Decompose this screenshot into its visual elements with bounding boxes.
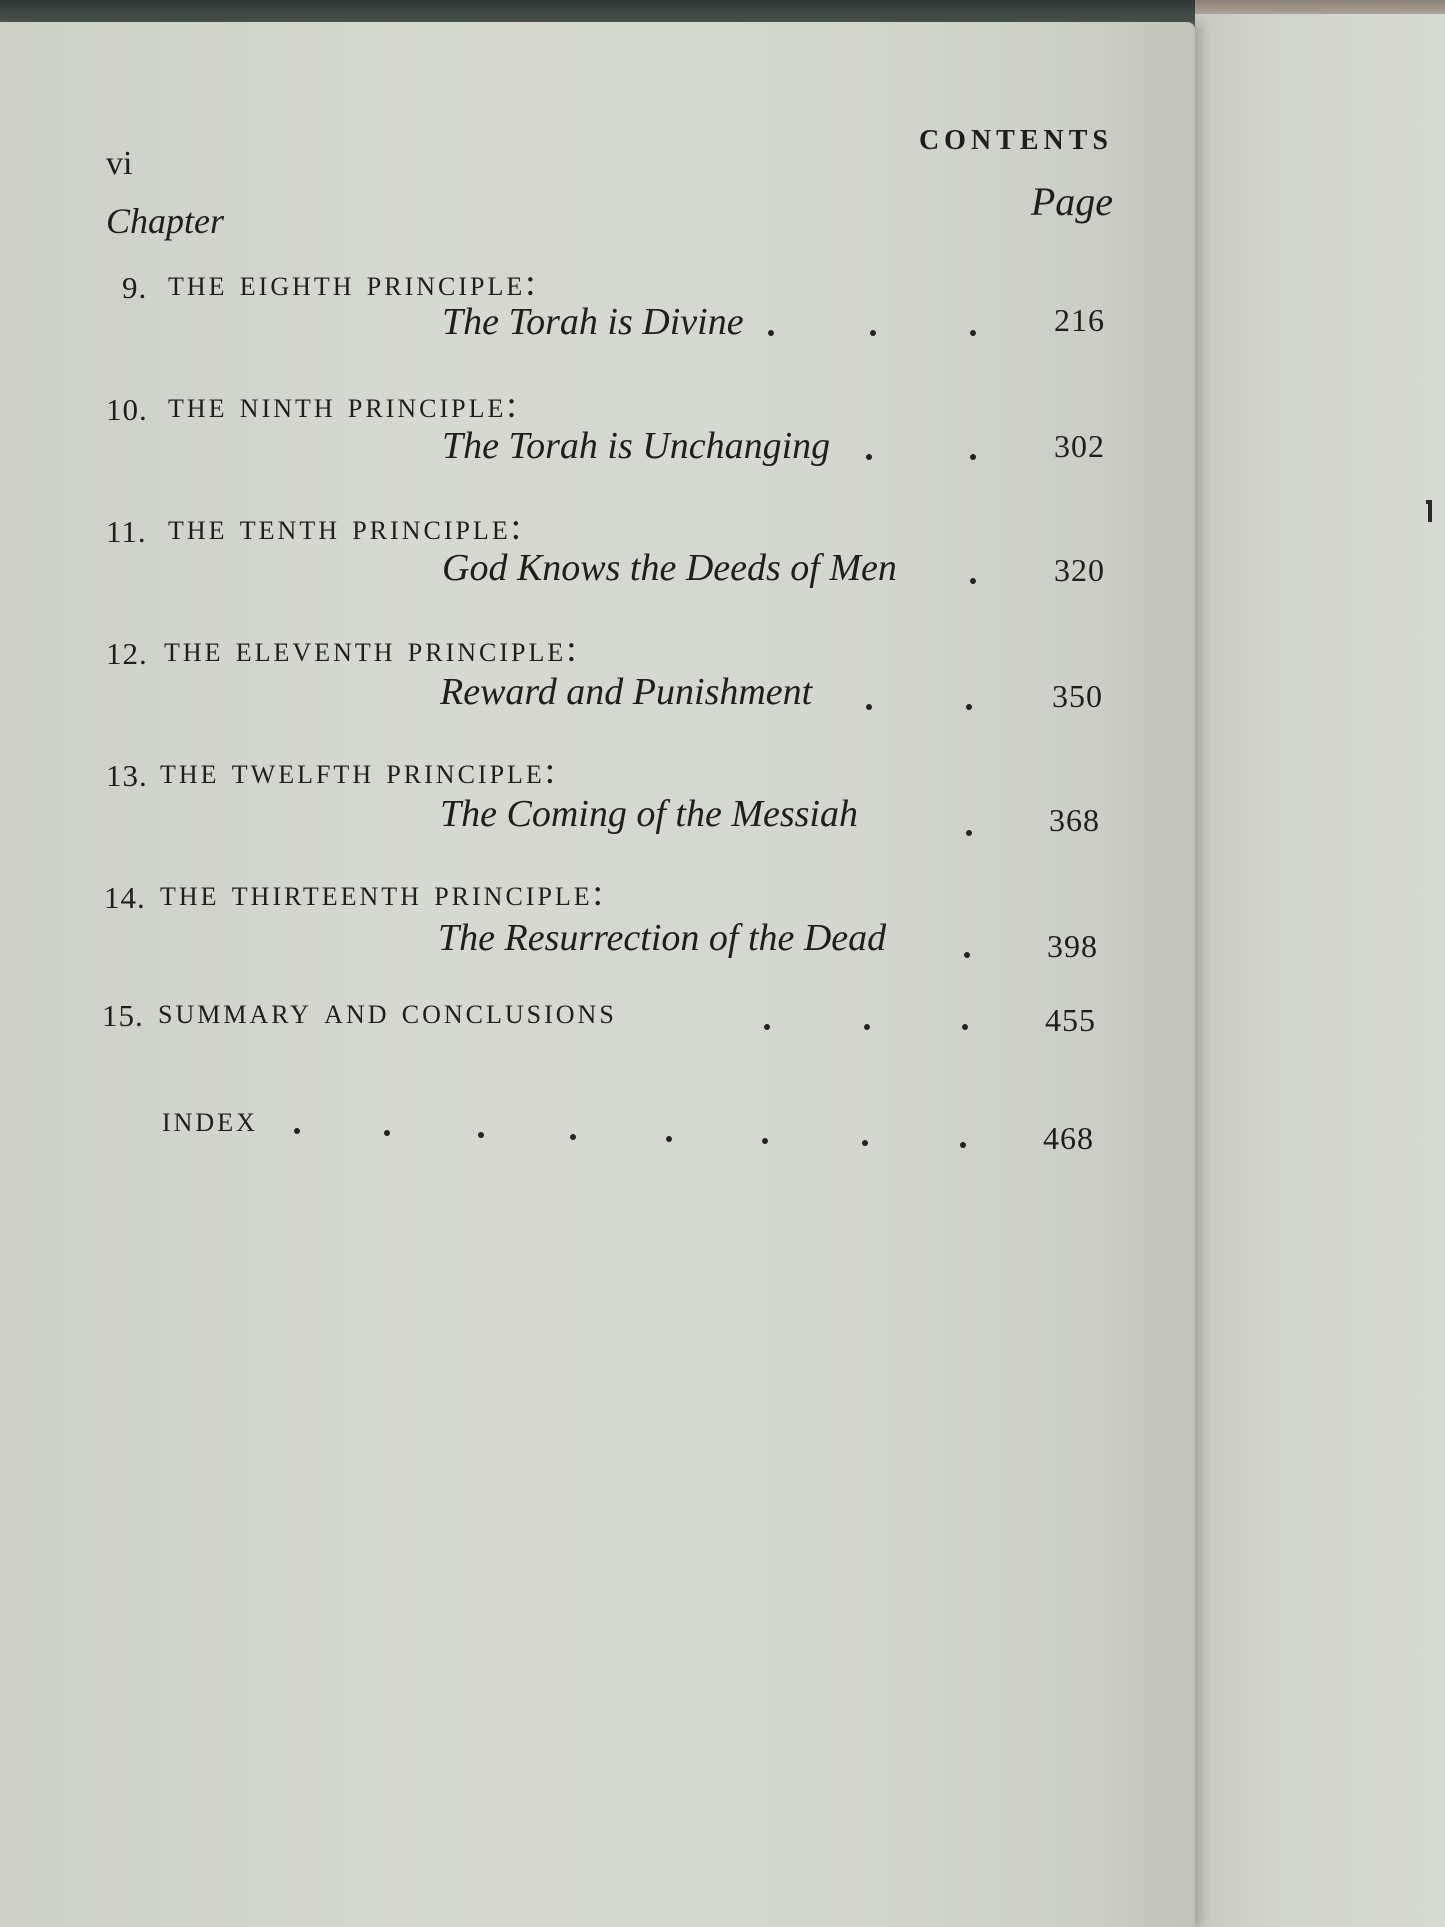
leader-dot [666, 1136, 672, 1142]
index-heading: index [162, 1099, 258, 1140]
leader-dot [866, 454, 872, 460]
entry-page-number: 320 [1054, 552, 1105, 588]
entry-number: 11. [106, 514, 147, 549]
leader-dot [970, 454, 976, 460]
entry-subtitle: The Resurrection of the Dead [438, 917, 887, 959]
entry-page-number: 350 [1052, 678, 1103, 714]
entry-subtitle: Reward and Punishment [440, 671, 813, 713]
running-head: CONTENTS [918, 125, 1113, 156]
leader-dot [870, 330, 876, 336]
facing-page-glyph [1426, 500, 1432, 522]
leader-dot [862, 1140, 868, 1146]
entry-number: 14. [104, 880, 146, 915]
facing-page [1195, 14, 1445, 1927]
leader-dot [294, 1128, 300, 1134]
leader-dot [764, 1024, 770, 1030]
page-folio: vi [106, 145, 133, 182]
entry-page-number: 368 [1049, 802, 1100, 838]
entry-heading: the ninth principle: [168, 385, 520, 426]
entry-heading: the eleventh principle: [164, 629, 580, 670]
leader-dot [478, 1132, 484, 1138]
entry-subtitle: The Torah is Unchanging [442, 425, 831, 467]
leader-dot [966, 830, 972, 836]
chapter-column-label: Chapter [106, 201, 225, 241]
leader-dot [864, 1024, 870, 1030]
leader-dot [762, 1138, 768, 1144]
entry-heading: the thirteenth principle: [160, 873, 606, 914]
leader-dot [966, 704, 972, 710]
entry-subtitle: The Torah is Divine [442, 301, 744, 343]
entry-subtitle: The Coming of the Messiah [440, 793, 858, 835]
page-column-label: Page [1030, 179, 1113, 224]
leader-dot [960, 1142, 966, 1148]
entry-number: 13. [106, 758, 148, 793]
entry-heading: summary and conclusions [158, 991, 617, 1032]
leader-dot [962, 1024, 968, 1030]
entry-page-number: 216 [1054, 302, 1105, 338]
leader-dot [570, 1134, 576, 1140]
entry-page-number: 455 [1045, 1002, 1096, 1038]
entry-number: 12. [106, 636, 148, 671]
entry-page-number: 398 [1047, 928, 1098, 964]
entry-heading: the tenth principle: [168, 507, 524, 548]
entry-number: 9. [122, 270, 148, 305]
leader-dot [970, 330, 976, 336]
leader-dot [964, 952, 970, 958]
leader-dot [970, 578, 976, 584]
leader-dot [768, 330, 774, 336]
entry-page-number: 302 [1054, 428, 1105, 464]
entry-number: 15. [102, 998, 144, 1033]
leader-dot [384, 1130, 390, 1136]
entry-subtitle: God Knows the Deeds of Men [442, 547, 897, 589]
entry-heading: the eighth principle: [168, 263, 539, 304]
entry-number: 10. [106, 392, 148, 427]
leader-dot [866, 704, 872, 710]
entry-heading: the twelfth principle: [160, 751, 559, 792]
index-page-number: 468 [1043, 1120, 1094, 1156]
